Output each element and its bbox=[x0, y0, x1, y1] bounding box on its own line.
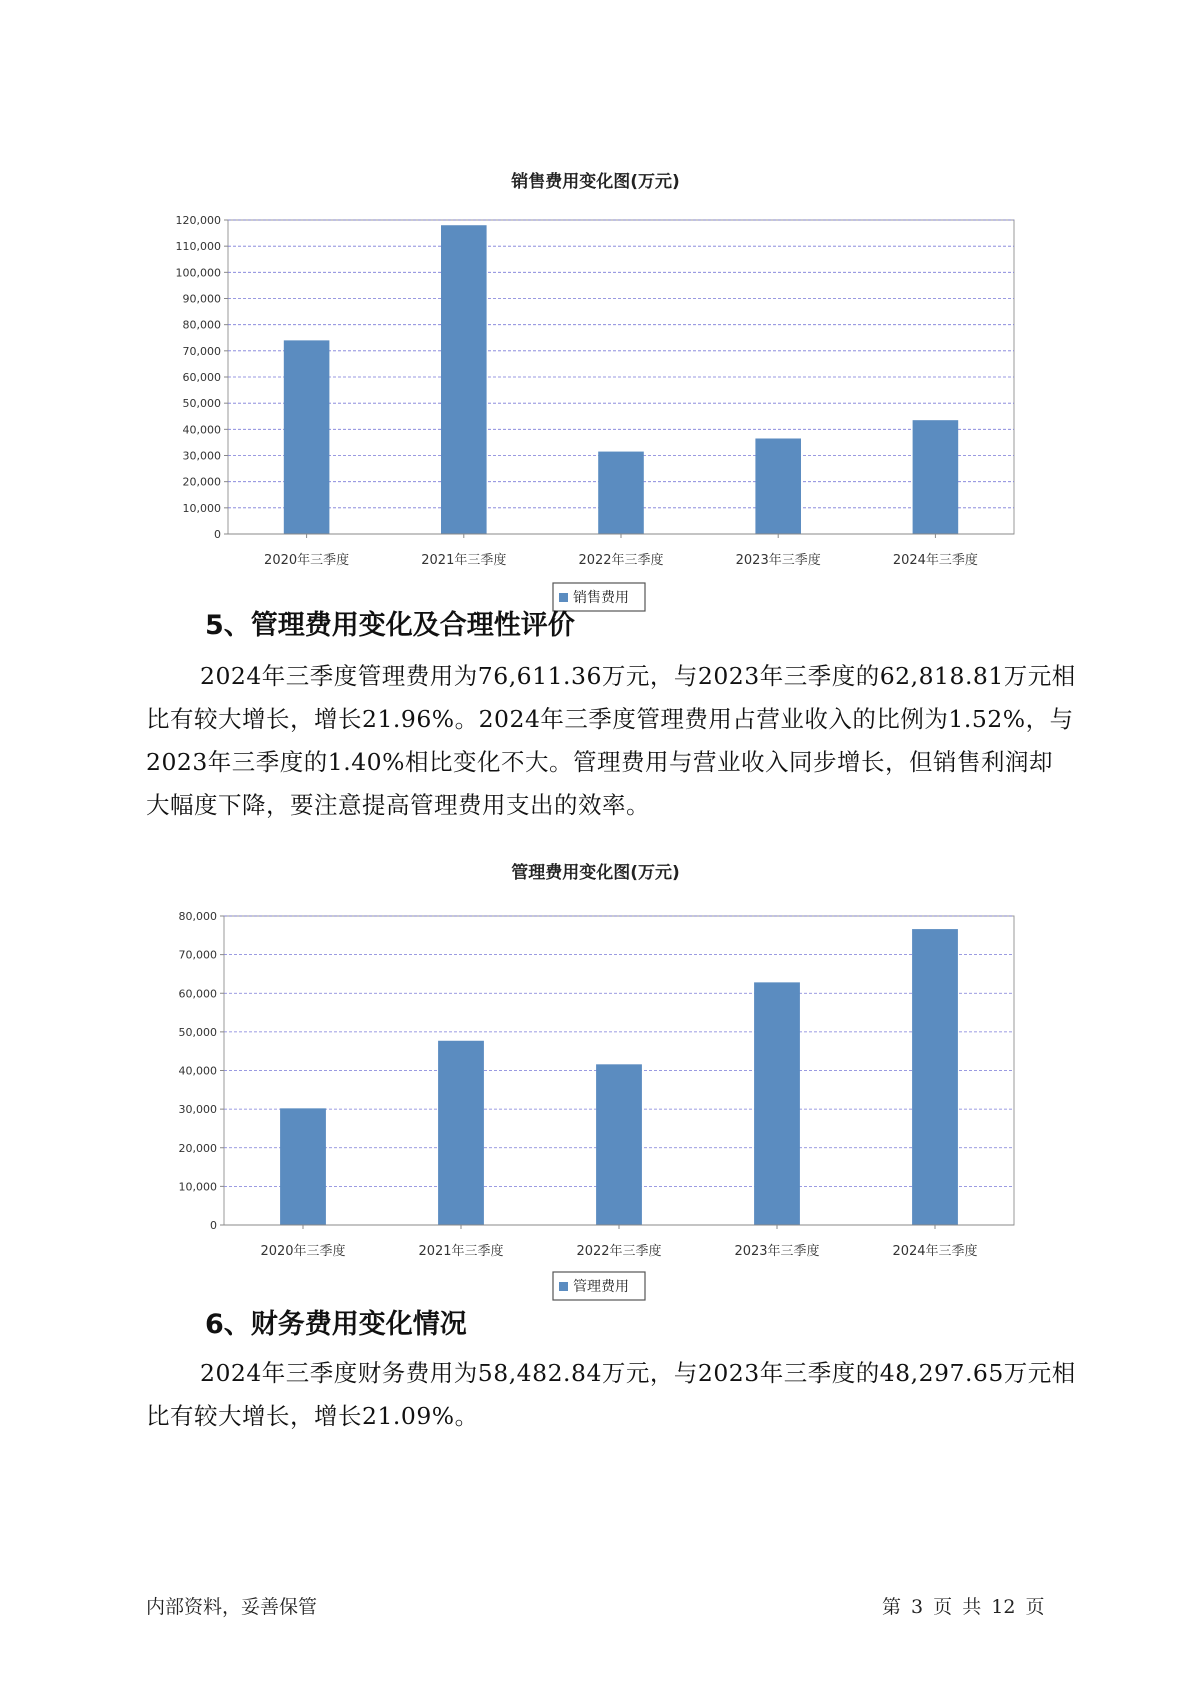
y-tick-label: 80,000 bbox=[182, 318, 221, 332]
section-6-heading: 6、财务费用变化情况 bbox=[205, 1309, 467, 1340]
section-5-paragraph: 2024年三季度管理费用为76,611.36万元，与2023年三季度的62,818.81万元相比有较大增长，增长21.96%。2024年三季度管理费用占营业收入的比例为1.52%，与2023年三季度的1.40%相比变化不大。管理费用与营业收入同步增长，但销售利润却大幅度下降，要注意提高管理费用支出的效率。 bbox=[146, 662, 1076, 819]
x-tick-label: 2023年三季度 bbox=[734, 1244, 820, 1259]
y-tick-label: 30,000 bbox=[178, 1103, 217, 1117]
bar bbox=[912, 929, 958, 1225]
x-tick-label: 2021年三季度 bbox=[421, 553, 507, 568]
y-tick-label: 40,000 bbox=[178, 1064, 217, 1078]
y-tick-label: 30,000 bbox=[182, 449, 221, 463]
y-tick-label: 0 bbox=[210, 1219, 217, 1232]
bar bbox=[754, 982, 800, 1225]
y-tick-label: 70,000 bbox=[178, 948, 217, 962]
legend-label: 销售费用 bbox=[573, 590, 629, 606]
x-tick-label: 2020年三季度 bbox=[264, 553, 350, 568]
y-tick-label: 60,000 bbox=[182, 371, 221, 384]
chart-title: 管理费用变化图(万元) bbox=[511, 863, 680, 883]
bar bbox=[438, 1041, 484, 1225]
bar bbox=[913, 420, 959, 534]
section-6-paragraph: 2024年三季度财务费用为58,482.84万元，与2023年三季度的48,297.65万元相比有较大增长，增长21.09%。 bbox=[146, 1359, 1076, 1430]
x-tick-label: 2024年三季度 bbox=[892, 553, 978, 568]
y-tick-label: 10,000 bbox=[178, 1180, 217, 1194]
x-tick-label: 2024年三季度 bbox=[892, 1244, 978, 1259]
admin-expense-chart-svg bbox=[0, 858, 1191, 1318]
legend-label: 管理费用 bbox=[573, 1279, 629, 1295]
y-tick-label: 60,000 bbox=[178, 987, 217, 1001]
bar bbox=[284, 340, 330, 534]
x-tick-label: 2022年三季度 bbox=[576, 1244, 662, 1259]
y-tick-label: 90,000 bbox=[182, 292, 221, 306]
y-tick-label: 0 bbox=[214, 528, 221, 541]
y-tick-label: 80,000 bbox=[178, 910, 217, 923]
x-tick-label: 2020年三季度 bbox=[260, 1244, 346, 1259]
y-tick-label: 10,000 bbox=[182, 501, 221, 515]
footer-confidential-note: 内部资料，妥善保管 bbox=[146, 1596, 318, 1618]
y-tick-label: 50,000 bbox=[178, 1025, 217, 1039]
y-tick-label: 40,000 bbox=[182, 423, 221, 437]
legend-swatch bbox=[559, 593, 568, 602]
y-tick-label: 20,000 bbox=[182, 475, 221, 489]
y-tick-label: 110,000 bbox=[175, 240, 221, 254]
footer-page-number: 第 3 页 共 12 页 bbox=[882, 1596, 1045, 1618]
y-tick-label: 120,000 bbox=[175, 214, 221, 227]
sales-expense-chart-svg bbox=[0, 165, 1191, 625]
x-tick-label: 2022年三季度 bbox=[578, 553, 664, 568]
y-tick-label: 100,000 bbox=[175, 266, 221, 280]
section-5-heading: 5、管理费用变化及合理性评价 bbox=[205, 610, 575, 641]
x-tick-label: 2023年三季度 bbox=[735, 553, 821, 568]
admin-expense-chart bbox=[0, 863, 1191, 1378]
sales-expense-chart bbox=[0, 165, 1191, 625]
y-tick-label: 20,000 bbox=[178, 1141, 217, 1155]
y-tick-label: 50,000 bbox=[182, 397, 221, 411]
x-tick-label: 2021年三季度 bbox=[418, 1244, 504, 1259]
bar bbox=[280, 1108, 326, 1225]
chart-title: 销售费用变化图(万元) bbox=[511, 172, 680, 192]
bar bbox=[441, 225, 487, 534]
legend-swatch bbox=[559, 1282, 568, 1291]
bar bbox=[598, 452, 644, 534]
bar bbox=[755, 438, 801, 534]
bar bbox=[596, 1064, 642, 1225]
y-tick-label: 70,000 bbox=[182, 344, 221, 358]
